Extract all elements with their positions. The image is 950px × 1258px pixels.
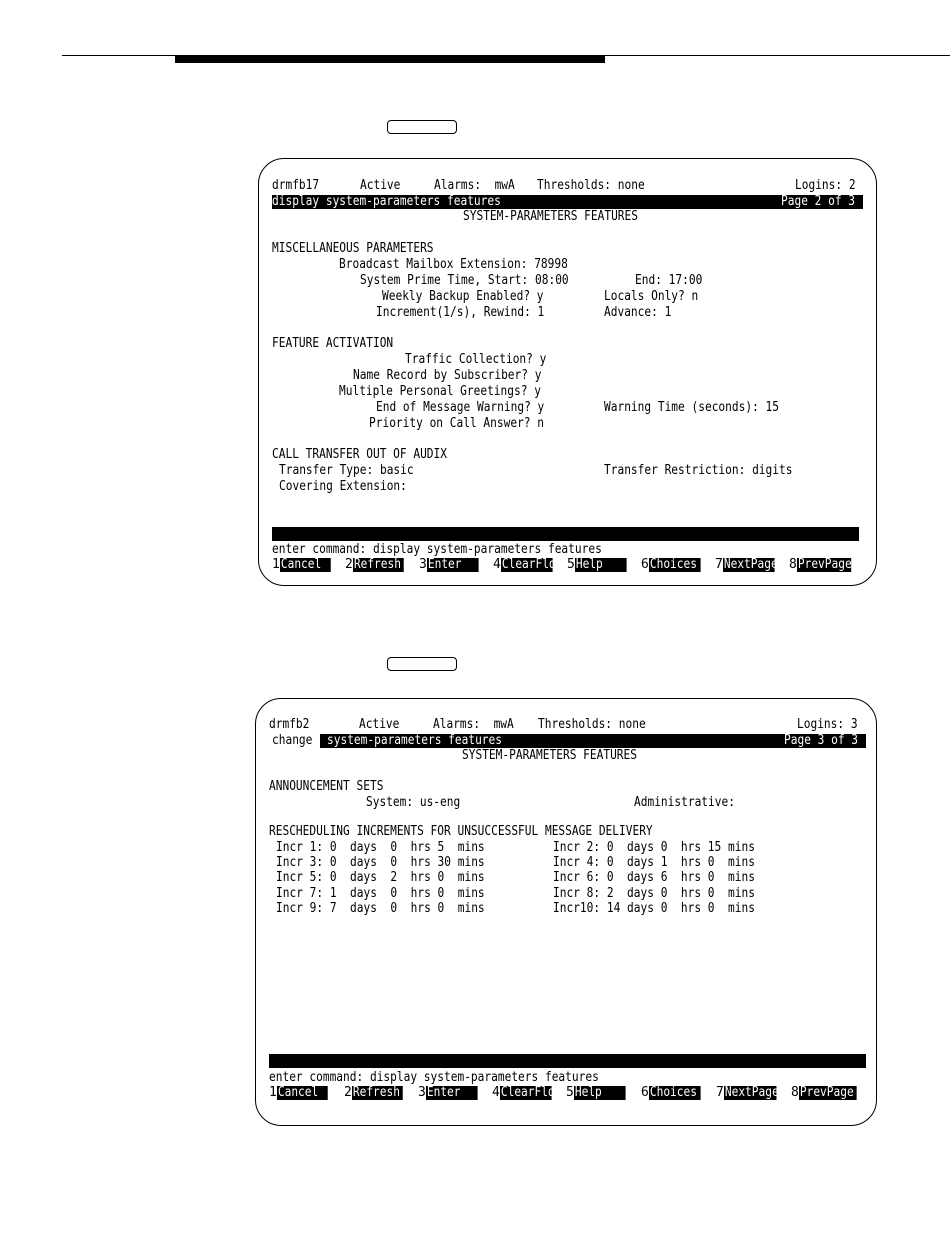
- command-text: system-parameters features: [327, 733, 503, 748]
- enter-key-icon: [387, 657, 457, 671]
- covering-extension-field[interactable]: Covering Extension:: [279, 479, 407, 494]
- rescheduling-heading: RESCHEDULING INCREMENTS FOR UNSUCCESSFUL MESSAGE DELIVERY: [269, 824, 653, 839]
- status-state: Active: [360, 178, 401, 193]
- incr-field[interactable]: Incr 8: 2 days 0 hrs 0 mins: [553, 886, 755, 901]
- status-state: Active: [359, 717, 400, 732]
- terminal-screen-page-2: [258, 158, 877, 586]
- increment-rewind-field[interactable]: Increment(1/s), Rewind: 1: [376, 305, 545, 320]
- message-line: [269, 1054, 866, 1068]
- status-thresholds: Thresholds: none: [538, 717, 646, 732]
- incr-field[interactable]: Incr 5: 0 days 2 hrs 0 mins: [276, 870, 485, 885]
- incr-field[interactable]: Incr 1: 0 days 0 hrs 5 mins: [276, 840, 485, 855]
- enter-key-icon: [387, 120, 457, 134]
- transfer-heading: CALL TRANSFER OUT OF AUDIX: [272, 447, 448, 462]
- incr-field[interactable]: Incr 6: 0 days 6 hrs 0 mins: [553, 870, 755, 885]
- incr-field[interactable]: Incr 4: 0 days 1 hrs 0 mins: [553, 855, 755, 870]
- misc-heading: MISCELLANEOUS PARAMETERS: [272, 241, 434, 256]
- screen-title: SYSTEM-PARAMETERS FEATURES: [463, 209, 639, 224]
- locals-only-field[interactable]: Locals Only? n: [604, 289, 699, 304]
- status-alarms: Alarms: mwA: [434, 178, 515, 193]
- top-rule-thick: [175, 56, 605, 63]
- announcement-heading: ANNOUNCEMENT SETS: [269, 779, 384, 794]
- screen-title: SYSTEM-PARAMETERS FEATURES: [462, 748, 638, 763]
- eom-warning-field[interactable]: End of Message Warning? y: [376, 400, 545, 415]
- transfer-restriction-field[interactable]: Transfer Restriction: digits: [604, 463, 793, 478]
- incr-field[interactable]: Incr 7: 1 days 0 hrs 0 mins: [276, 886, 485, 901]
- incr-field[interactable]: Incr 9: 7 days 0 hrs 0 mins: [276, 901, 485, 916]
- command-verb: change: [272, 733, 313, 748]
- incr-field[interactable]: Incr10: 14 days 0 hrs 0 mins: [553, 901, 755, 916]
- page-indicator: Page 3 of 3: [784, 733, 859, 748]
- status-host: drmfb17: [272, 178, 320, 193]
- function-key-row: 1 Cancel 2 Refresh 3 Enter 4 ClearFld 5 Help 6 Choices 7 NextPage 8 PrevPage: [272, 557, 852, 572]
- status-alarms: Alarms: mwA: [433, 717, 514, 732]
- command-text: display system-parameters features: [272, 194, 501, 209]
- transfer-type-field[interactable]: Transfer Type: basic: [279, 463, 414, 478]
- weekly-backup-field[interactable]: Weekly Backup Enabled? y: [382, 289, 544, 304]
- terminal-screen-page-3: [255, 698, 877, 1126]
- incr-field[interactable]: Incr 2: 0 days 0 hrs 15 mins: [553, 840, 755, 855]
- announcement-administrative-field[interactable]: Administrative:: [634, 795, 735, 810]
- multiple-greetings-field[interactable]: Multiple Personal Greetings? y: [339, 384, 541, 399]
- status-logins: Logins: 2: [795, 178, 856, 193]
- incr-field[interactable]: Incr 3: 0 days 0 hrs 30 mins: [276, 855, 485, 870]
- command-prompt[interactable]: enter command: display system-parameters features: [269, 1070, 599, 1085]
- page-indicator: Page 2 of 3: [781, 194, 856, 209]
- status-thresholds: Thresholds: none: [537, 178, 645, 193]
- function-key-row: 1 Cancel 2 Refresh 3 Enter 4 ClearFld 5 Help 6 Choices 7 NextPage 8 PrevPage: [269, 1086, 866, 1100]
- command-bar: [320, 734, 866, 748]
- prime-time-end-field[interactable]: End: 17:00: [635, 273, 703, 288]
- priority-call-answer-field[interactable]: Priority on Call Answer? n: [369, 416, 545, 431]
- prime-time-start-field[interactable]: System Prime Time, Start: 08:00: [360, 273, 569, 288]
- status-logins: Logins: 3: [797, 717, 858, 732]
- name-record-field[interactable]: Name Record by Subscriber? y: [353, 368, 542, 383]
- traffic-collection-field[interactable]: Traffic Collection? y: [405, 352, 547, 367]
- command-bar: [272, 195, 863, 209]
- status-host: drmfb2: [269, 717, 310, 732]
- feature-heading: FEATURE ACTIVATION: [272, 336, 394, 351]
- announcement-system-field[interactable]: System: us-eng: [366, 795, 461, 810]
- advance-field[interactable]: Advance: 1: [604, 305, 672, 320]
- message-line: [272, 527, 859, 541]
- command-prompt[interactable]: enter command: display system-parameters features: [272, 542, 602, 557]
- broadcast-mailbox-field[interactable]: Broadcast Mailbox Extension: 78998: [339, 257, 568, 272]
- warning-time-field[interactable]: Warning Time (seconds): 15: [604, 400, 780, 415]
